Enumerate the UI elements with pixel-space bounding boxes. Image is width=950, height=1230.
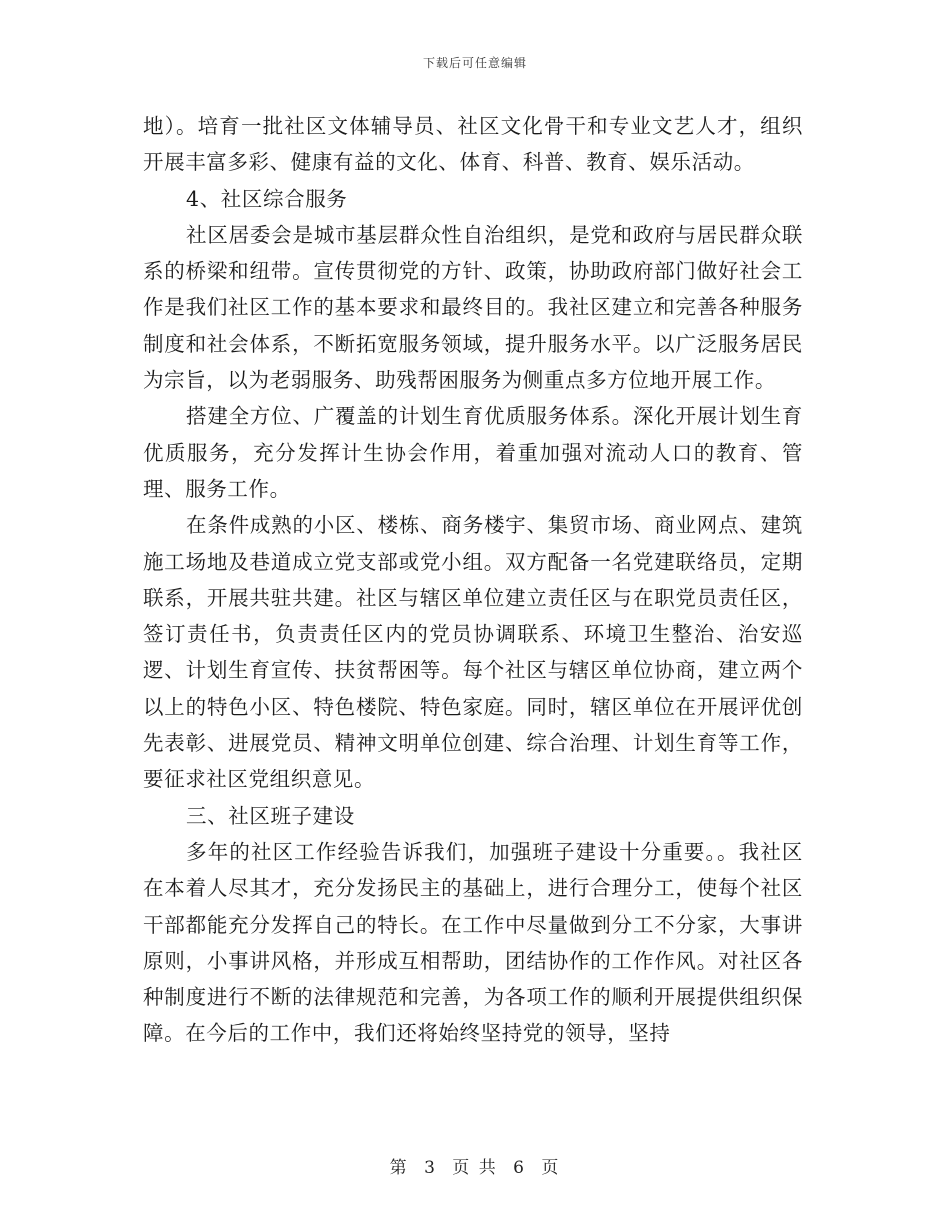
paragraph-4: 在条件成熟的小区、楼栋、商务楼宇、集贸市场、商业网点、建筑施工场地及巷道成立党支部或党小组。双方配备一名党建联络员，定期联系，开展共驻共建。社区与辖区单位建立责任区与在职党员责任区，签订责任书，负责责任区内的党员协调联系、环境卫生整治、治安巡逻、计划生育宣传、扶贫帮困等。每个社区与辖区单位协商，建立两个以上的特色小区、特色楼院、特色家庭。同时，辖区单位在开展评优创先表彰、进展党员、精神文明单位创建、综合治理、计划生育等工作，要征求社区党组织意见。 — [143, 513, 803, 792]
page-header: 下载后可任意编辑 — [422, 56, 527, 70]
section-heading-3: 三、社区班子建设 — [186, 803, 355, 828]
footer-prefix: 第 — [389, 1158, 409, 1178]
footer-middle: 页 共 — [452, 1158, 498, 1178]
footer-page-number: 3 — [424, 1158, 437, 1178]
paragraph-5: 多年的社区工作经验告诉我们，加强班子建设十分重要。。我社区在本着人尽其才，充分发扬民主的基础上，进行合理分工，使每个社区干部都能充分发挥自己的特长。在工作中尽量做到分工不分家，大事讲原则，小事讲风格，并形成互相帮助，团结协作的工作作风。对社区各种制度进行不断的法律规范和完善，为各项工作的顺利开展提供组织保障。在今后的工作中，我们还将始终坚持党的领导，坚持 — [143, 839, 803, 1046]
footer-suffix: 页 — [541, 1158, 561, 1178]
paragraph-3: 搭建全方位、广覆盖的计划生育优质服务体系。深化开展计划生育优质服务，充分发挥计生协会作用，着重加强对流动人口的教育、管理、服务工作。 — [143, 404, 803, 501]
paragraph-2: 社区居委会是城市基层群众性自治组织，是党和政府与居民群众联系的桥梁和纽带。宣传贯彻党的方针、政策，协助政府部门做好社会工作是我们社区工作的基本要求和最终目的。我社区建立和完善各种服务制度和社会体系，不断拓宽服务领域，提升服务水平。以广泛服务居民为宗旨，以为老弱服务、助残帮困服务为侧重点多方位地开展工作。 — [143, 222, 803, 393]
paragraph-1: 地）。培育一批社区文体辅导员、社区文化骨干和专业文艺人才，组织开展丰富多彩、健康有益的文化、体育、科普、教育、娱乐活动。 — [143, 114, 803, 175]
footer-total-pages: 6 — [513, 1158, 526, 1178]
document-body — [143, 108, 803, 1052]
section-heading-4: 4、社区综合服务 — [186, 186, 348, 211]
page-footer — [0, 1153, 950, 1178]
